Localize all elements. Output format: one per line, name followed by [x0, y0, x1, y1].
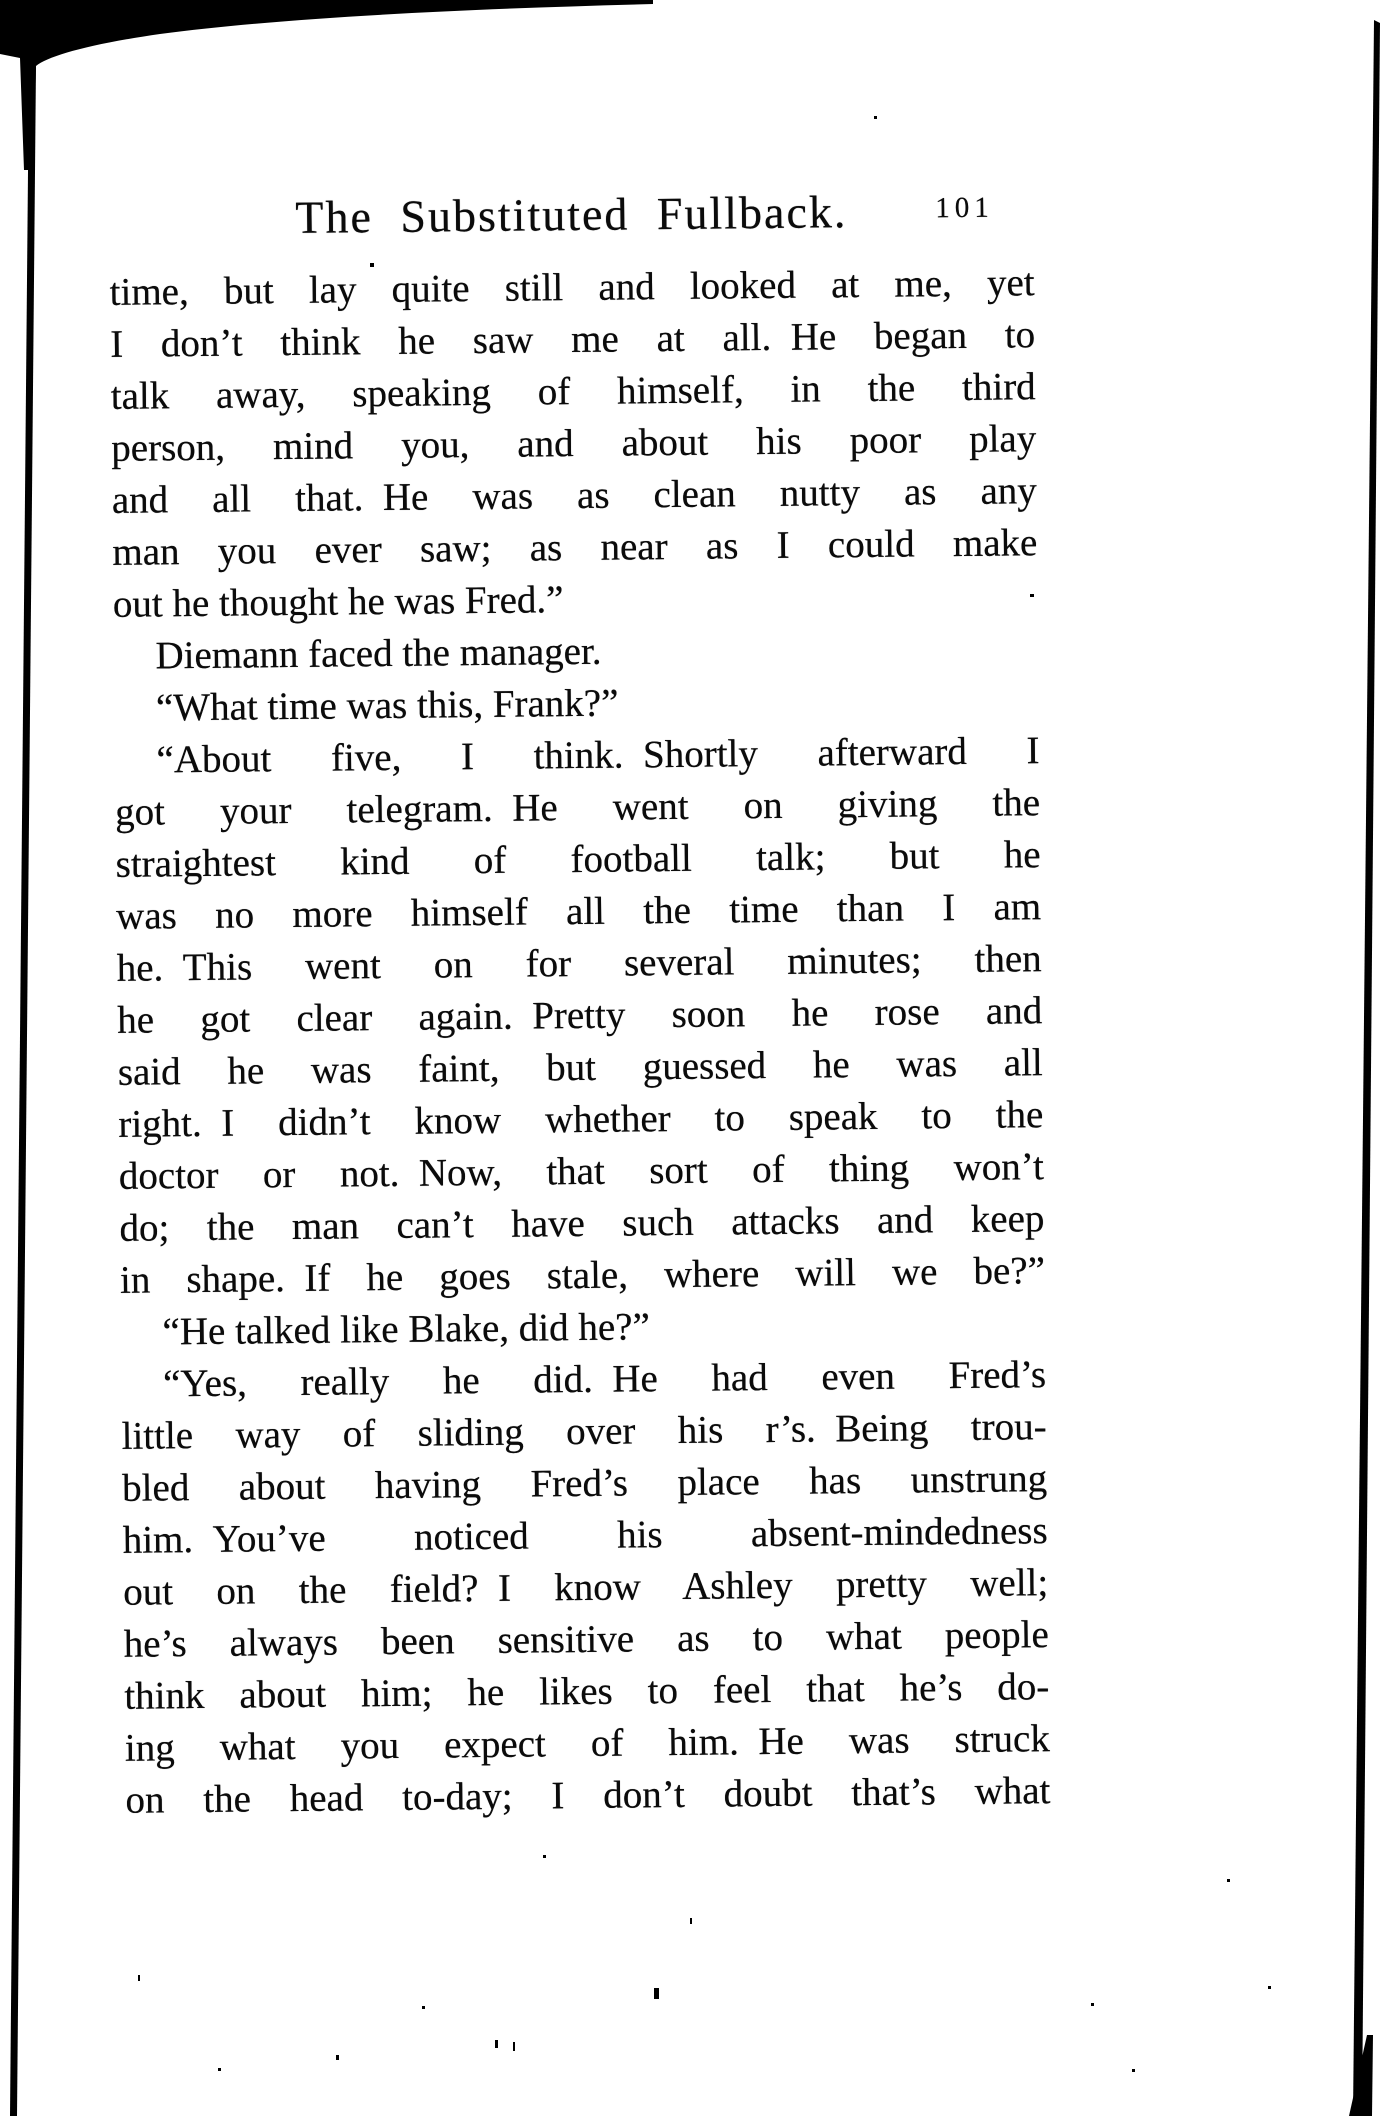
ink-speck — [422, 2006, 425, 2009]
text-line: talk away, speaking of himself, in the third — [110, 365, 1036, 418]
ink-speck — [1132, 2069, 1135, 2072]
ink-speck — [1227, 1879, 1230, 1882]
running-header — [109, 183, 1034, 245]
ink-speck — [543, 1855, 546, 1858]
text-line: bled about having Fred’s place has unstrung — [121, 1457, 1048, 1510]
text-line: he’s always been sensitive as to what people — [123, 1613, 1049, 1666]
text-line: in shape. If he goes stale, where will we be?” — [119, 1249, 1046, 1302]
ink-speck — [218, 2068, 221, 2071]
text-line: do; the man can’t have such attacks and keep — [119, 1197, 1045, 1250]
text-line: him. You’ve noticed his absent-mindedness — [122, 1509, 1048, 1562]
text-line: man you ever saw; as near as I could make — [112, 521, 1038, 574]
ink-speck — [495, 2040, 498, 2048]
right-edge-bottom-blotch — [1349, 2035, 1373, 2116]
text-line: “About five, I think. Shortly afterward I — [156, 729, 1040, 782]
text-line: doctor or not. Now, that sort of thing won’t — [118, 1145, 1045, 1198]
ink-speck — [138, 1975, 140, 1981]
ink-speck — [513, 2042, 515, 2051]
right-page-edge-line — [1353, 20, 1380, 2116]
text-line: said he was faint, but guessed he was all — [117, 1041, 1043, 1094]
top-left-scan-wedge — [0, 0, 653, 170]
ink-speck — [874, 116, 877, 119]
text-line: Diemann faced the manager. — [155, 629, 602, 678]
text-line: think about him; he likes to feel that he’s do- — [124, 1665, 1050, 1718]
text-line: out on the field? I know Ashley pretty well; — [123, 1561, 1049, 1614]
text-line: “What time was this, Frank?” — [155, 681, 619, 730]
page-title: The Substituted Fullback. — [295, 186, 848, 243]
ink-speck — [654, 1988, 659, 1999]
text-line: was no more himself all the time than I am — [115, 885, 1042, 938]
text-line: time, but lay quite still and looked at me, yet — [109, 261, 1035, 314]
text-line: out he thought he was Fred.” — [112, 578, 564, 626]
left-page-edge-line — [10, 64, 36, 2116]
ink-speck — [690, 1918, 692, 1924]
text-line: I don’t think he saw me at all. He began to — [109, 313, 1036, 366]
ink-speck — [1091, 2003, 1094, 2006]
body-text — [109, 257, 1050, 1827]
page-content — [109, 183, 1051, 1827]
text-line: little way of sliding over his r’s. Being trou- — [121, 1405, 1047, 1458]
text-line: he got clear again. Pretty soon he rose and — [117, 989, 1043, 1042]
text-line: “He talked like Blake, did he?” — [162, 1305, 651, 1354]
text-line: got your telegram. He went on giving the — [114, 781, 1041, 834]
page-number: 101 — [935, 191, 994, 225]
text-line: he. This went on for several minutes; then — [116, 937, 1042, 990]
ink-speck — [336, 2055, 339, 2060]
ink-speck — [1268, 1986, 1271, 1989]
text-line: straightest kind of football talk; but he — [115, 833, 1041, 886]
text-line: “Yes, really he did. He had even Fred’s — [162, 1353, 1047, 1406]
text-line: and all that. He was as clean nutty as any — [111, 469, 1037, 522]
text-line: on the head to-day; I don’t doubt that’s what — [125, 1769, 1051, 1822]
text-line: right. I didn’t know whether to speak to the — [118, 1093, 1044, 1146]
text-line: ing what you expect of him. He was struck — [124, 1717, 1051, 1770]
text-line: person, mind you, and about his poor play — [111, 417, 1037, 470]
